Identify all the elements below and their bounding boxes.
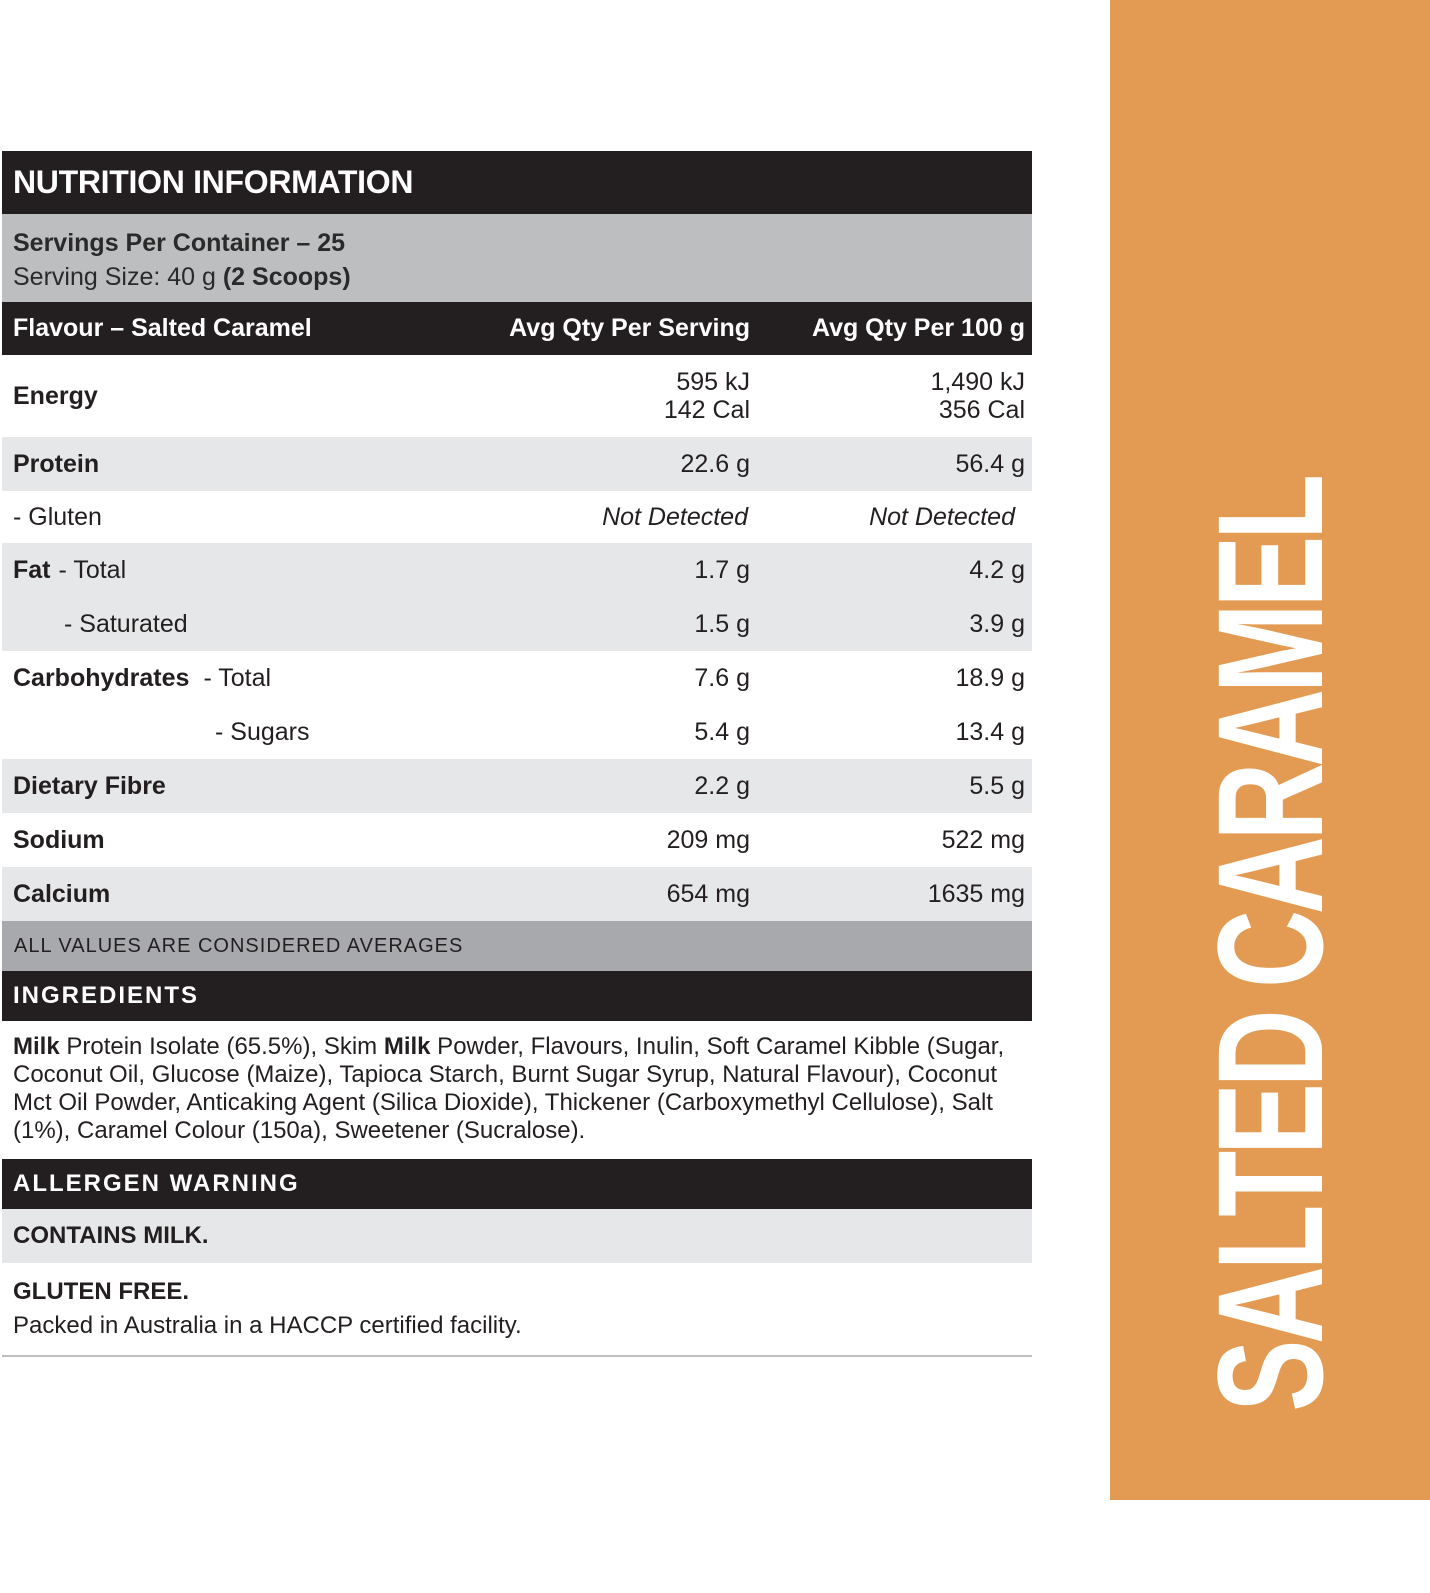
nutrition-panel bbox=[2, 151, 1032, 1357]
packed-note: Packed in Australia in a HACCP certified facility. bbox=[13, 1312, 522, 1339]
table-row bbox=[2, 759, 1032, 813]
value-per-serving: 209 mg bbox=[666, 825, 750, 854]
row-name: Sodium bbox=[13, 825, 105, 854]
serving-size-scoops: (2 Scoops) bbox=[222, 263, 351, 291]
energy-cal: 356 Cal bbox=[938, 396, 1025, 424]
value-per-100g: 522 mg bbox=[941, 825, 1025, 854]
value-per-100g: 5.5 g bbox=[969, 771, 1025, 800]
servings-block bbox=[2, 214, 1032, 302]
serving-size bbox=[13, 260, 1032, 294]
table-row bbox=[2, 651, 1032, 705]
value-per-serving: 2.2 g bbox=[694, 771, 750, 800]
averages-note: ALL VALUES ARE CONSIDERED AVERAGES bbox=[2, 921, 1032, 971]
value-per-serving: 1.7 g bbox=[694, 555, 750, 584]
row-name: Carbohydrates bbox=[13, 663, 190, 692]
header-per-serving: Avg Qty Per Serving bbox=[509, 314, 750, 342]
value-per-serving: Not Detected bbox=[602, 502, 748, 531]
row-name: Fat bbox=[13, 555, 51, 584]
value-per-100g bbox=[750, 368, 1025, 424]
value-per-100g: Not Detected bbox=[869, 502, 1015, 531]
gluten-free-label: GLUTEN FREE. bbox=[13, 1278, 190, 1305]
energy-cal: 142 Cal bbox=[663, 396, 750, 424]
table-row bbox=[2, 705, 1032, 759]
table-row bbox=[2, 867, 1032, 921]
ingredients-text bbox=[2, 1021, 1032, 1159]
row-sub: - Total bbox=[58, 555, 127, 584]
ingredients-title: INGREDIENTS bbox=[2, 971, 1032, 1021]
table-row bbox=[2, 355, 1032, 437]
row-sub: - Total bbox=[203, 663, 272, 692]
header-flavour: Flavour – Salted Caramel bbox=[13, 314, 312, 342]
value-per-serving: 22.6 g bbox=[680, 449, 750, 478]
table-row bbox=[2, 491, 1032, 543]
ingredients-fragment: Protein Isolate (65.5%), Skim bbox=[59, 1033, 384, 1060]
ingredients-fragment: Powder, Flavours, Inulin, Soft Caramel Kibble (Sugar, Coconut Oil, Glucose (Maize), Tapioca Starch, Burnt Sugar Syrup, Natural Flavour), Coconut Mct Oil Powder, Anticaking Agent (Silica Dioxide), Thickener (Carboxymethyl Cellulose), Salt (1%), Caramel Colour (150a), Sweetener (Sucralose). bbox=[13, 1033, 1005, 1144]
value-per-serving: 5.4 g bbox=[694, 717, 750, 746]
energy-kj: 595 kJ bbox=[676, 368, 750, 396]
gluten-free-block bbox=[2, 1263, 1032, 1343]
nutrition-title: NUTRITION INFORMATION bbox=[2, 151, 1032, 214]
row-name: Dietary Fibre bbox=[13, 771, 166, 800]
table-row bbox=[2, 437, 1032, 491]
allergen-title: ALLERGEN WARNING bbox=[2, 1159, 1032, 1209]
row-name: Energy bbox=[13, 381, 98, 410]
value-per-100g: 1635 mg bbox=[927, 879, 1025, 908]
table-row bbox=[2, 813, 1032, 867]
value-per-serving: 1.5 g bbox=[694, 609, 750, 638]
divider bbox=[2, 1343, 1032, 1357]
table-header bbox=[2, 302, 1032, 355]
value-per-100g: 56.4 g bbox=[955, 449, 1025, 478]
row-name: Calcium bbox=[13, 879, 111, 908]
allergen-highlight: Milk bbox=[383, 1033, 431, 1060]
flavour-banner-text bbox=[1186, 297, 1354, 1593]
allergen-highlight: Milk bbox=[13, 1033, 60, 1060]
contains-milk: CONTAINS MILK. bbox=[2, 1209, 1032, 1263]
servings-per-container: Servings Per Container – 25 bbox=[13, 229, 346, 257]
value-per-100g: 13.4 g bbox=[955, 717, 1025, 746]
energy-kj: 1,490 kJ bbox=[930, 368, 1025, 396]
row-sub: - Gluten bbox=[13, 502, 102, 531]
serving-size-label: Serving Size: 40 g bbox=[13, 263, 223, 291]
value-per-100g: 18.9 g bbox=[955, 663, 1025, 692]
value-per-serving: 654 mg bbox=[666, 879, 750, 908]
row-sub: - Saturated bbox=[64, 609, 188, 638]
flavour-banner-label: SALTED CARAMEL bbox=[1186, 478, 1354, 1412]
row-sub: - Sugars bbox=[215, 717, 310, 746]
table-row bbox=[2, 543, 1032, 597]
value-per-serving: 7.6 g bbox=[694, 663, 750, 692]
value-per-100g: 3.9 g bbox=[969, 609, 1025, 638]
row-name: Protein bbox=[13, 449, 100, 478]
value-per-serving bbox=[492, 368, 750, 424]
table-row bbox=[2, 597, 1032, 651]
value-per-100g: 4.2 g bbox=[969, 555, 1025, 584]
header-per-100g: Avg Qty Per 100 g bbox=[811, 314, 1025, 342]
